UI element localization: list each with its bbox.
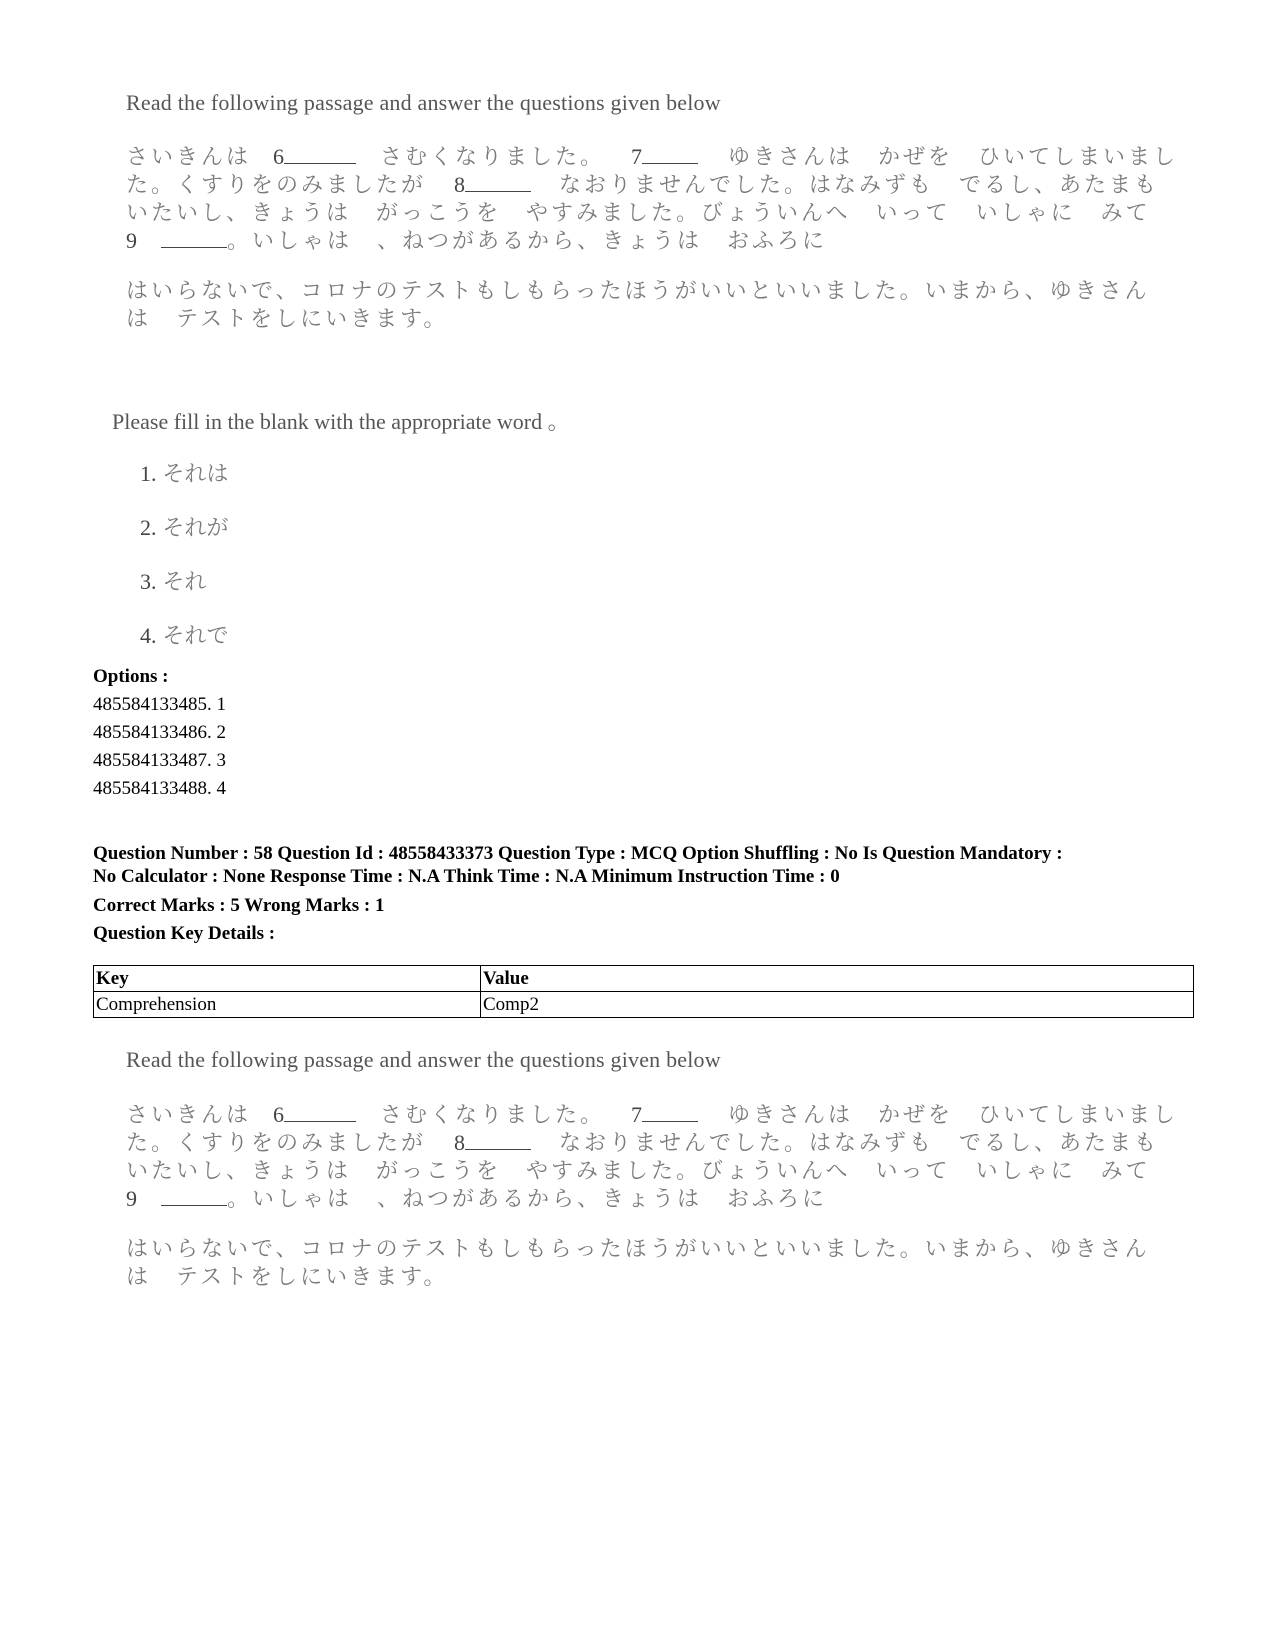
choice-number: 1.: [140, 461, 157, 486]
choice-text: それ: [162, 570, 207, 595]
option-item: 485584133485. 1: [93, 694, 226, 715]
choice-number: 3.: [140, 569, 157, 594]
blank-line: [642, 145, 698, 164]
passage-text: た。くすりをのみましたが: [126, 1131, 427, 1156]
table-header-value: Value: [481, 966, 1194, 992]
blank-number: 6: [273, 144, 285, 169]
passage-text: た。くすりをのみましたが: [126, 173, 427, 198]
blank-number: 9: [126, 228, 137, 253]
table-cell-key: Comprehension: [94, 992, 481, 1018]
passage-text: ゆきさんは かぜを ひいてしまいまし: [728, 145, 1179, 170]
passage-text: さいきんは: [126, 1103, 252, 1128]
blank-line: [284, 1103, 356, 1122]
blank-line: [161, 229, 227, 248]
passage-line-6: は テストをしにいきます。: [126, 1265, 449, 1290]
marks-line: Correct Marks : 5 Wrong Marks : 1: [93, 895, 385, 916]
choice-number: 2.: [140, 515, 157, 540]
question-prompt: Please fill in the blank with the appropriate word 。: [112, 409, 570, 434]
passage-line-1: [126, 140, 1178, 171]
choice-text: それは: [162, 462, 229, 487]
blank-line: [284, 145, 356, 164]
option-item: 485584133487. 3: [93, 750, 226, 771]
blank-number: 9: [126, 1186, 137, 1211]
blank-number: 8: [454, 172, 466, 197]
blank-number: 6: [273, 1102, 285, 1127]
passage-text: さむくなりました。: [380, 145, 606, 170]
table-cell-value: Comp2: [481, 992, 1194, 1018]
key-details-table: [93, 965, 1194, 1018]
table-header-row: [94, 966, 1194, 992]
question-meta-line-1: Question Number : 58 Question Id : 48558433373 Question Type : MCQ Option Shuffling : No Is Question Mandatory :: [93, 843, 1063, 864]
question-meta-line-2: No Calculator : None Response Time : N.A Think Time : N.A Minimum Instruction Time : 0: [93, 866, 840, 887]
passage-text: 。いしゃは 、ねつがあるから、きょうは おふろに: [227, 229, 828, 254]
choice-item: [140, 511, 229, 542]
option-item: 485584133486. 2: [93, 722, 226, 743]
passage-line-5: はいらないで、コロナのテストもしもらったほうがいいといいました。いまから、ゆきさん: [126, 279, 1150, 304]
passage-text: さむくなりました。: [380, 1103, 606, 1128]
options-label: Options :: [93, 666, 169, 687]
choice-item: [140, 619, 229, 650]
passage-heading: Read the following passage and answer the questions given below: [126, 1047, 721, 1072]
blank-line: [161, 1187, 227, 1206]
choice-text: それで: [162, 624, 229, 649]
option-item: 485584133488. 4: [93, 778, 226, 799]
passage-line-4: [126, 224, 827, 255]
passage-line-5: はいらないで、コロナのテストもしもらったほうがいいといいました。いまから、ゆきさん: [126, 1237, 1150, 1262]
choice-number: 4.: [140, 623, 157, 648]
table-header-key: Key: [94, 966, 481, 992]
passage-text: さいきんは: [126, 145, 252, 170]
passage-line-2: [126, 1126, 1159, 1157]
passage-line-2: [126, 168, 1159, 199]
key-details-label: Question Key Details :: [93, 923, 276, 944]
blank-line: [465, 173, 531, 192]
choice-item: [140, 565, 207, 596]
passage-line-3: いたいし、きょうは がっこうを やすみました。びょういんへ いって いしゃに みて: [126, 1159, 1151, 1184]
choice-text: それが: [162, 516, 229, 541]
blank-number: 8: [454, 1130, 466, 1155]
passage-line-6: は テストをしにいきます。: [126, 307, 449, 332]
passage-line-1: [126, 1098, 1178, 1129]
blank-number: 7: [631, 1102, 643, 1127]
passage-text: ゆきさんは かぜを ひいてしまいまし: [728, 1103, 1179, 1128]
passage-line-4: [126, 1182, 827, 1213]
passage-line-3: いたいし、きょうは がっこうを やすみました。びょういんへ いって いしゃに みて: [126, 201, 1151, 226]
passage-text: なおりませんでした。はなみずも でるし、あたまも: [559, 173, 1160, 198]
passage-text: 。いしゃは 、ねつがあるから、きょうは おふろに: [227, 1187, 828, 1212]
blank-number: 7: [631, 144, 643, 169]
blank-line: [465, 1131, 531, 1150]
blank-line: [642, 1103, 698, 1122]
passage-heading: Read the following passage and answer the questions given below: [126, 90, 721, 115]
passage-text: なおりませんでした。はなみずも でるし、あたまも: [559, 1131, 1160, 1156]
table-row: [94, 992, 1194, 1018]
choice-item: [140, 457, 229, 488]
